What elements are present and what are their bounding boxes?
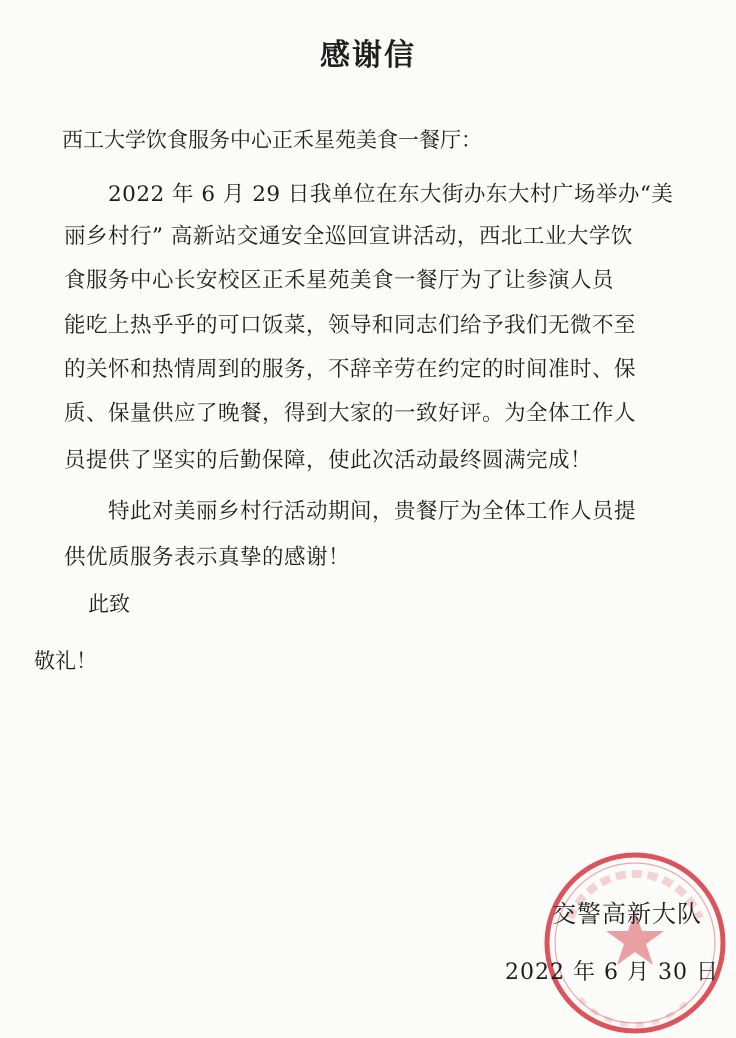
body-line: 员提供了坚实的后勤保障，使此次活动最终圆满完成！ <box>64 448 593 473</box>
letter-title: 感谢信 <box>320 38 416 73</box>
signature-date: 2022 年 6 月 30 日 <box>505 960 719 985</box>
body-line: 的关怀和热情周到的服务，不辞辛劳在约定的时间准时、保 <box>64 357 637 382</box>
body-line: 供优质服务表示真挚的感谢！ <box>64 545 351 570</box>
seal-outer-ring <box>547 855 723 1031</box>
body-line: 食服务中心长安校区正禾星苑美食一餐厅为了让参演人员 <box>64 268 615 293</box>
body-line: 能吃上热乎乎的可口饭菜，领导和同志们给予我们无微不至 <box>64 313 637 338</box>
body-line: 特此对美丽乡村行活动期间，贵餐厅为全体工作人员提 <box>64 499 637 524</box>
seal-inner-ring <box>555 863 715 1023</box>
body-line: 丽乡村行” 高新站交通安全巡回宣讲活动，西北工业大学饮 <box>64 224 633 249</box>
body-line: 质、保量供应了晚餐，得到大家的一致好评。为全体工作人 <box>64 401 637 426</box>
letter-salutation: 西工大学饮食服务中心正禾星苑美食一餐厅： <box>62 128 482 152</box>
official-seal-stamp <box>540 848 730 1038</box>
body-line: 2022 年 6 月 29 日我单位在东大街办东大村广场举办“美 <box>64 182 674 207</box>
signature-organization: 交警高新大队 <box>552 900 702 928</box>
closing-ci-zhi: 此致 <box>88 592 130 616</box>
closing-jing-li: 敬礼！ <box>34 649 97 673</box>
